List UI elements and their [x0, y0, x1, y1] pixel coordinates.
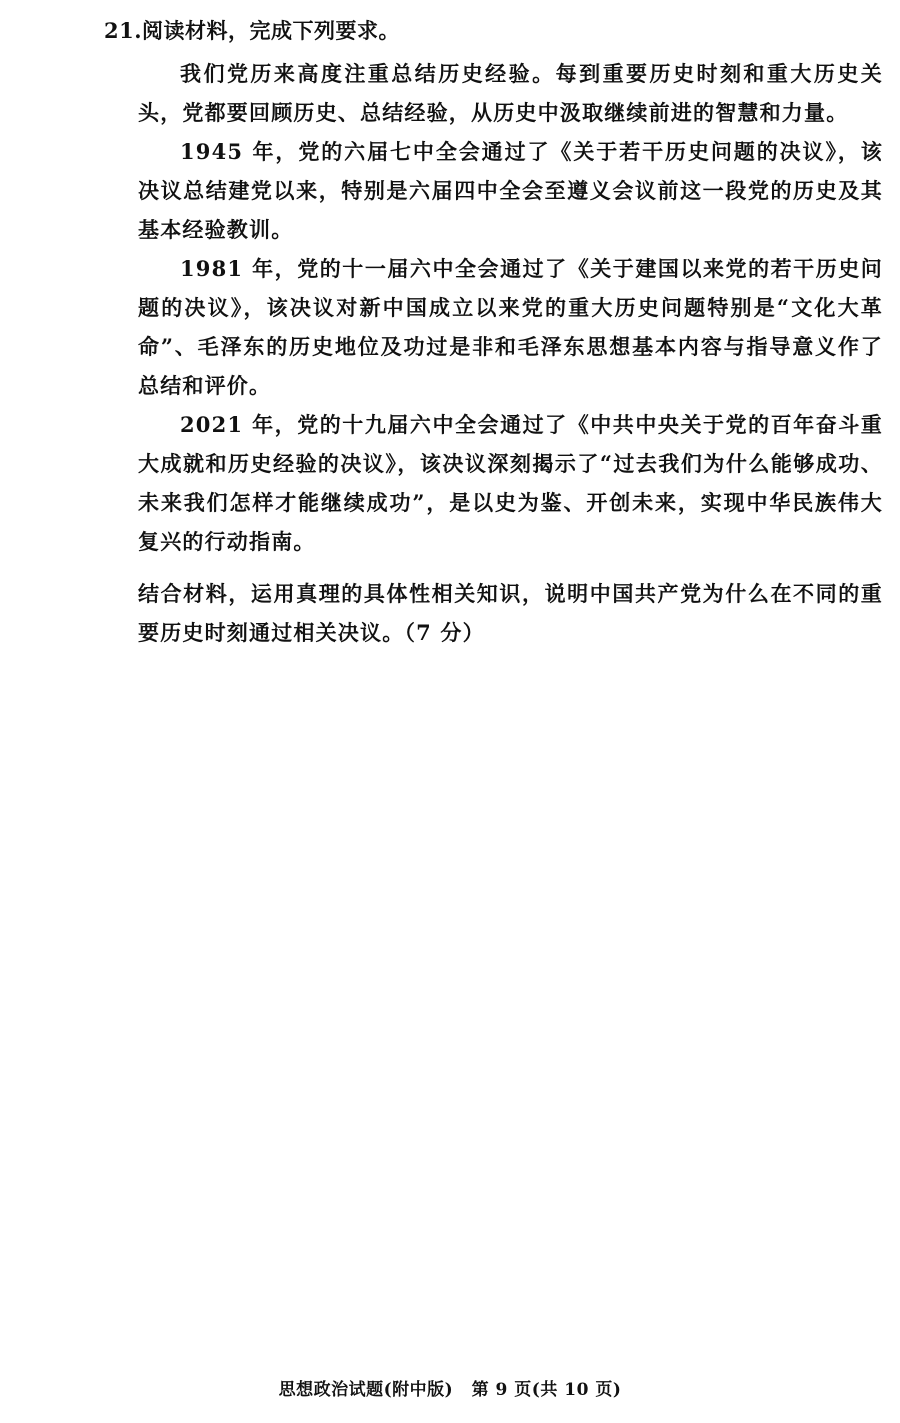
- material-paragraph-3: 1981 年，党的十一届六中全会通过了《关于建国以来党的若干历史问题的决议》，该决议对新中国成立以来党的重大历史问题特别是“文化大革命”、毛泽东的历史地位及功过是非和毛泽东思想基本内容与指导意义作了总结和评价。: [138, 256, 883, 398]
- footer-page-number: 第 9 页(共 10 页): [471, 1380, 622, 1400]
- question-prompt: 阅读材料，完成下列要求。: [142, 18, 401, 43]
- material-paragraph-1: 我们党历来高度注重总结历史经验。每到重要历史时刻和重大历史关头，党都要回顾历史、总结经验，从历史中汲取继续前进的智慧和力量。: [138, 61, 883, 125]
- task-instruction: 结合材料，运用真理的具体性相关知识，说明中国共产党为什么在不同的重要历史时刻通过相关决议。（7 分）: [138, 581, 883, 645]
- page-footer: [0, 1378, 900, 1402]
- question-header: [104, 14, 400, 48]
- footer-subject: 思想政治试题(附中版): [278, 1380, 454, 1400]
- material-block: [138, 54, 883, 561]
- material-paragraph-2: 1945 年，党的六届七中全会通过了《关于若干历史问题的决议》，该决议总结建党以来，特别是六届四中全会至遵义会议前这一段党的历史及其基本经验教训。: [138, 139, 883, 242]
- question-number: 21.: [104, 18, 143, 43]
- material-paragraph-4: 2021 年，党的十九届六中全会通过了《中共中央关于党的百年奋斗重大成就和历史经验的决议》，该决议深刻揭示了“过去我们为什么能够成功、未来我们怎样才能继续成功”，是以史为鉴、开创未来，实现中华民族伟大复兴的行动指南。: [138, 412, 883, 554]
